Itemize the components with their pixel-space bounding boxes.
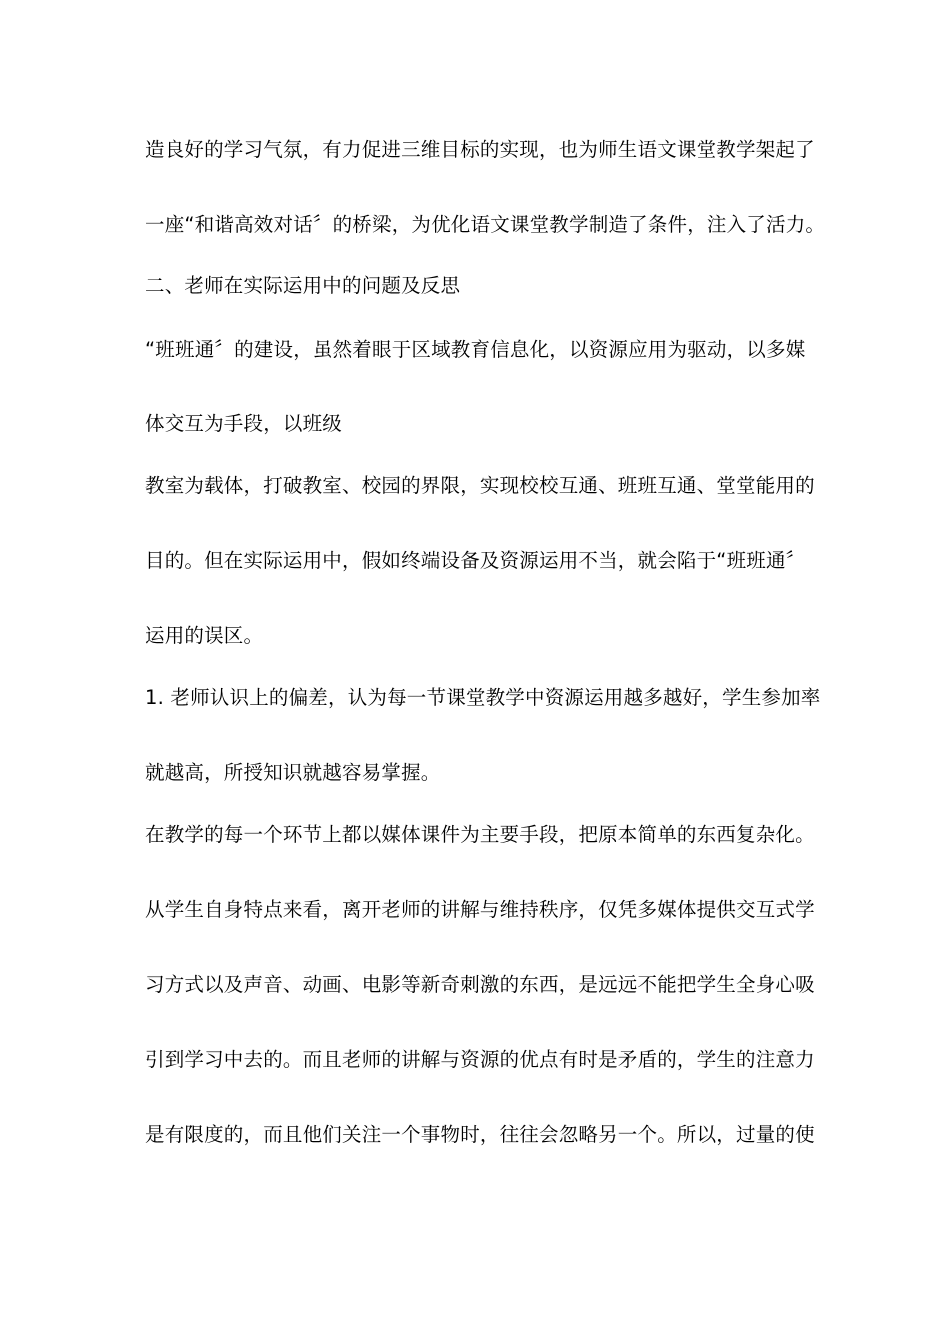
paragraph-line-2: 一座“和谐高效对话〞的桥梁，为优化语文课堂教学制造了条件，注入了活力。 <box>145 213 826 236</box>
paragraph-line-7: 运用的误区。 <box>145 624 264 647</box>
paragraph-line-9: 从学生自身特点来看，离开老师的讲解与维持秩序，仅凭多媒体提供交互式学 <box>145 898 815 921</box>
list-item-1-line-1: 1. 老师认识上的偏差，认为每一节课堂教学中资源运用越多越好，学生参加率 <box>145 686 821 709</box>
paragraph-line-10: 习方式以及声音、动画、电影等新奇刺激的东西，是远远不能把学生全身心吸 <box>145 973 815 996</box>
paragraph-line-11: 引到学习中去的。而且老师的讲解与资源的优点有时是矛盾的，学生的注意力 <box>145 1048 815 1071</box>
paragraph-line-4: 体交互为手段，以班级 <box>145 412 343 435</box>
paragraph-line-3: “班班通〞的建设，虽然着眼于区域教育信息化，以资源应用为驱动，以多媒 <box>145 338 806 361</box>
paragraph-line-5: 教室为载体，打破教室、校园的界限，实现校校互通、班班互通、堂堂能用的 <box>145 474 815 497</box>
paragraph-line-1: 造良好的学习气氛，有力促进三维目标的实现，也为师生语文课堂教学架起了 <box>145 138 815 161</box>
paragraph-line-8: 在教学的每一个环节上都以媒体课件为主要手段，把原本简单的东西复杂化。 <box>145 823 815 846</box>
section-heading: 二、老师在实际运用中的问题及反思 <box>145 274 461 297</box>
paragraph-line-12: 是有限度的，而且他们关注一个事物时，往往会忽略另一个。所以，过量的使 <box>145 1123 815 1146</box>
list-item-1-line-2: 就越高，所授知识就越容易掌握。 <box>145 761 441 784</box>
paragraph-line-6: 目的。但在实际运用中，假如终端设备及资源运用不当，就会陷于“班班通〞 <box>145 549 806 572</box>
